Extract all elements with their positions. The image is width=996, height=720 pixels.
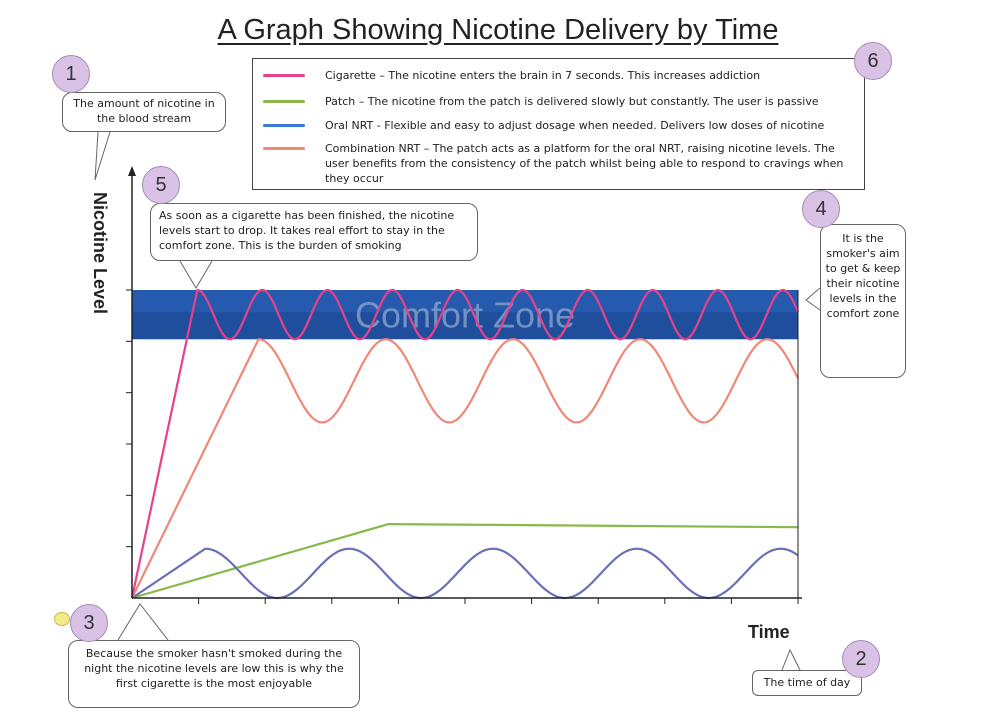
badge-5: 5 bbox=[142, 166, 180, 204]
badge-1: 1 bbox=[52, 55, 90, 93]
pointer-note-4 bbox=[806, 288, 820, 310]
note-time-of-day: The time of day bbox=[752, 670, 862, 696]
badge-4: 4 bbox=[802, 190, 840, 228]
legend-text-combination-nrt: Combination NRT – The patch acts as a platform for the oral NRT, raising nicotine levels. The user benefits from the consistency of the patch whilst being able to respond to cravings when they occur bbox=[325, 142, 844, 185]
legend-text-cigarette: Cigarette – The nicotine enters the brain in 7 seconds. This increases addiction bbox=[325, 69, 761, 82]
badge-2: 2 bbox=[842, 640, 880, 678]
series-line-combination-nrt bbox=[132, 339, 798, 598]
x-axis-label: Time bbox=[748, 622, 790, 642]
pointer-note-2 bbox=[782, 650, 800, 670]
note-first-cigarette: Because the smoker hasn't smoked during the night the nicotine levels are low this is why the first cigarette is the most enjoyable bbox=[68, 640, 360, 708]
highlight-dot-icon bbox=[54, 612, 70, 626]
pointer-note-1 bbox=[95, 132, 110, 180]
legend-swatch-cigarette bbox=[263, 74, 305, 77]
legend-swatch-combination-nrt bbox=[263, 147, 305, 150]
pointer-note-3 bbox=[118, 604, 168, 640]
y-axis-label: Nicotine Level bbox=[90, 192, 110, 315]
page-title: A Graph Showing Nicotine Delivery by Time bbox=[217, 14, 779, 46]
note-blood-stream: The amount of nicotine in the blood stream bbox=[62, 92, 226, 132]
comfort-zone-label: Comfort Zone bbox=[354, 294, 576, 336]
note-comfort-aim: It is the smoker's aim to get & keep their nicotine levels in the comfort zone bbox=[820, 224, 906, 378]
legend-text-patch: Patch – The nicotine from the patch is delivered slowly but constantly. The user is passive bbox=[325, 95, 819, 108]
y-axis-arrow-icon bbox=[128, 166, 136, 176]
badge-3: 3 bbox=[70, 604, 108, 642]
legend bbox=[252, 58, 865, 190]
legend-text-oral-nrt: Oral NRT - Flexible and easy to adjust dosage when needed. Delivers low doses of nicotine bbox=[325, 119, 825, 132]
legend-swatch-oral-nrt bbox=[263, 124, 305, 127]
pointer-note-5 bbox=[180, 261, 212, 288]
series-line-oral-nrt bbox=[132, 549, 798, 598]
badge-6: 6 bbox=[854, 42, 892, 80]
legend-swatch-patch bbox=[263, 100, 305, 103]
series-line-patch bbox=[132, 524, 798, 598]
note-burden-of-smoking: As soon as a cigarette has been finished, the nicotine levels start to drop. It takes real effort to stay in the comfort zone. This is the burden of smoking bbox=[150, 203, 478, 261]
